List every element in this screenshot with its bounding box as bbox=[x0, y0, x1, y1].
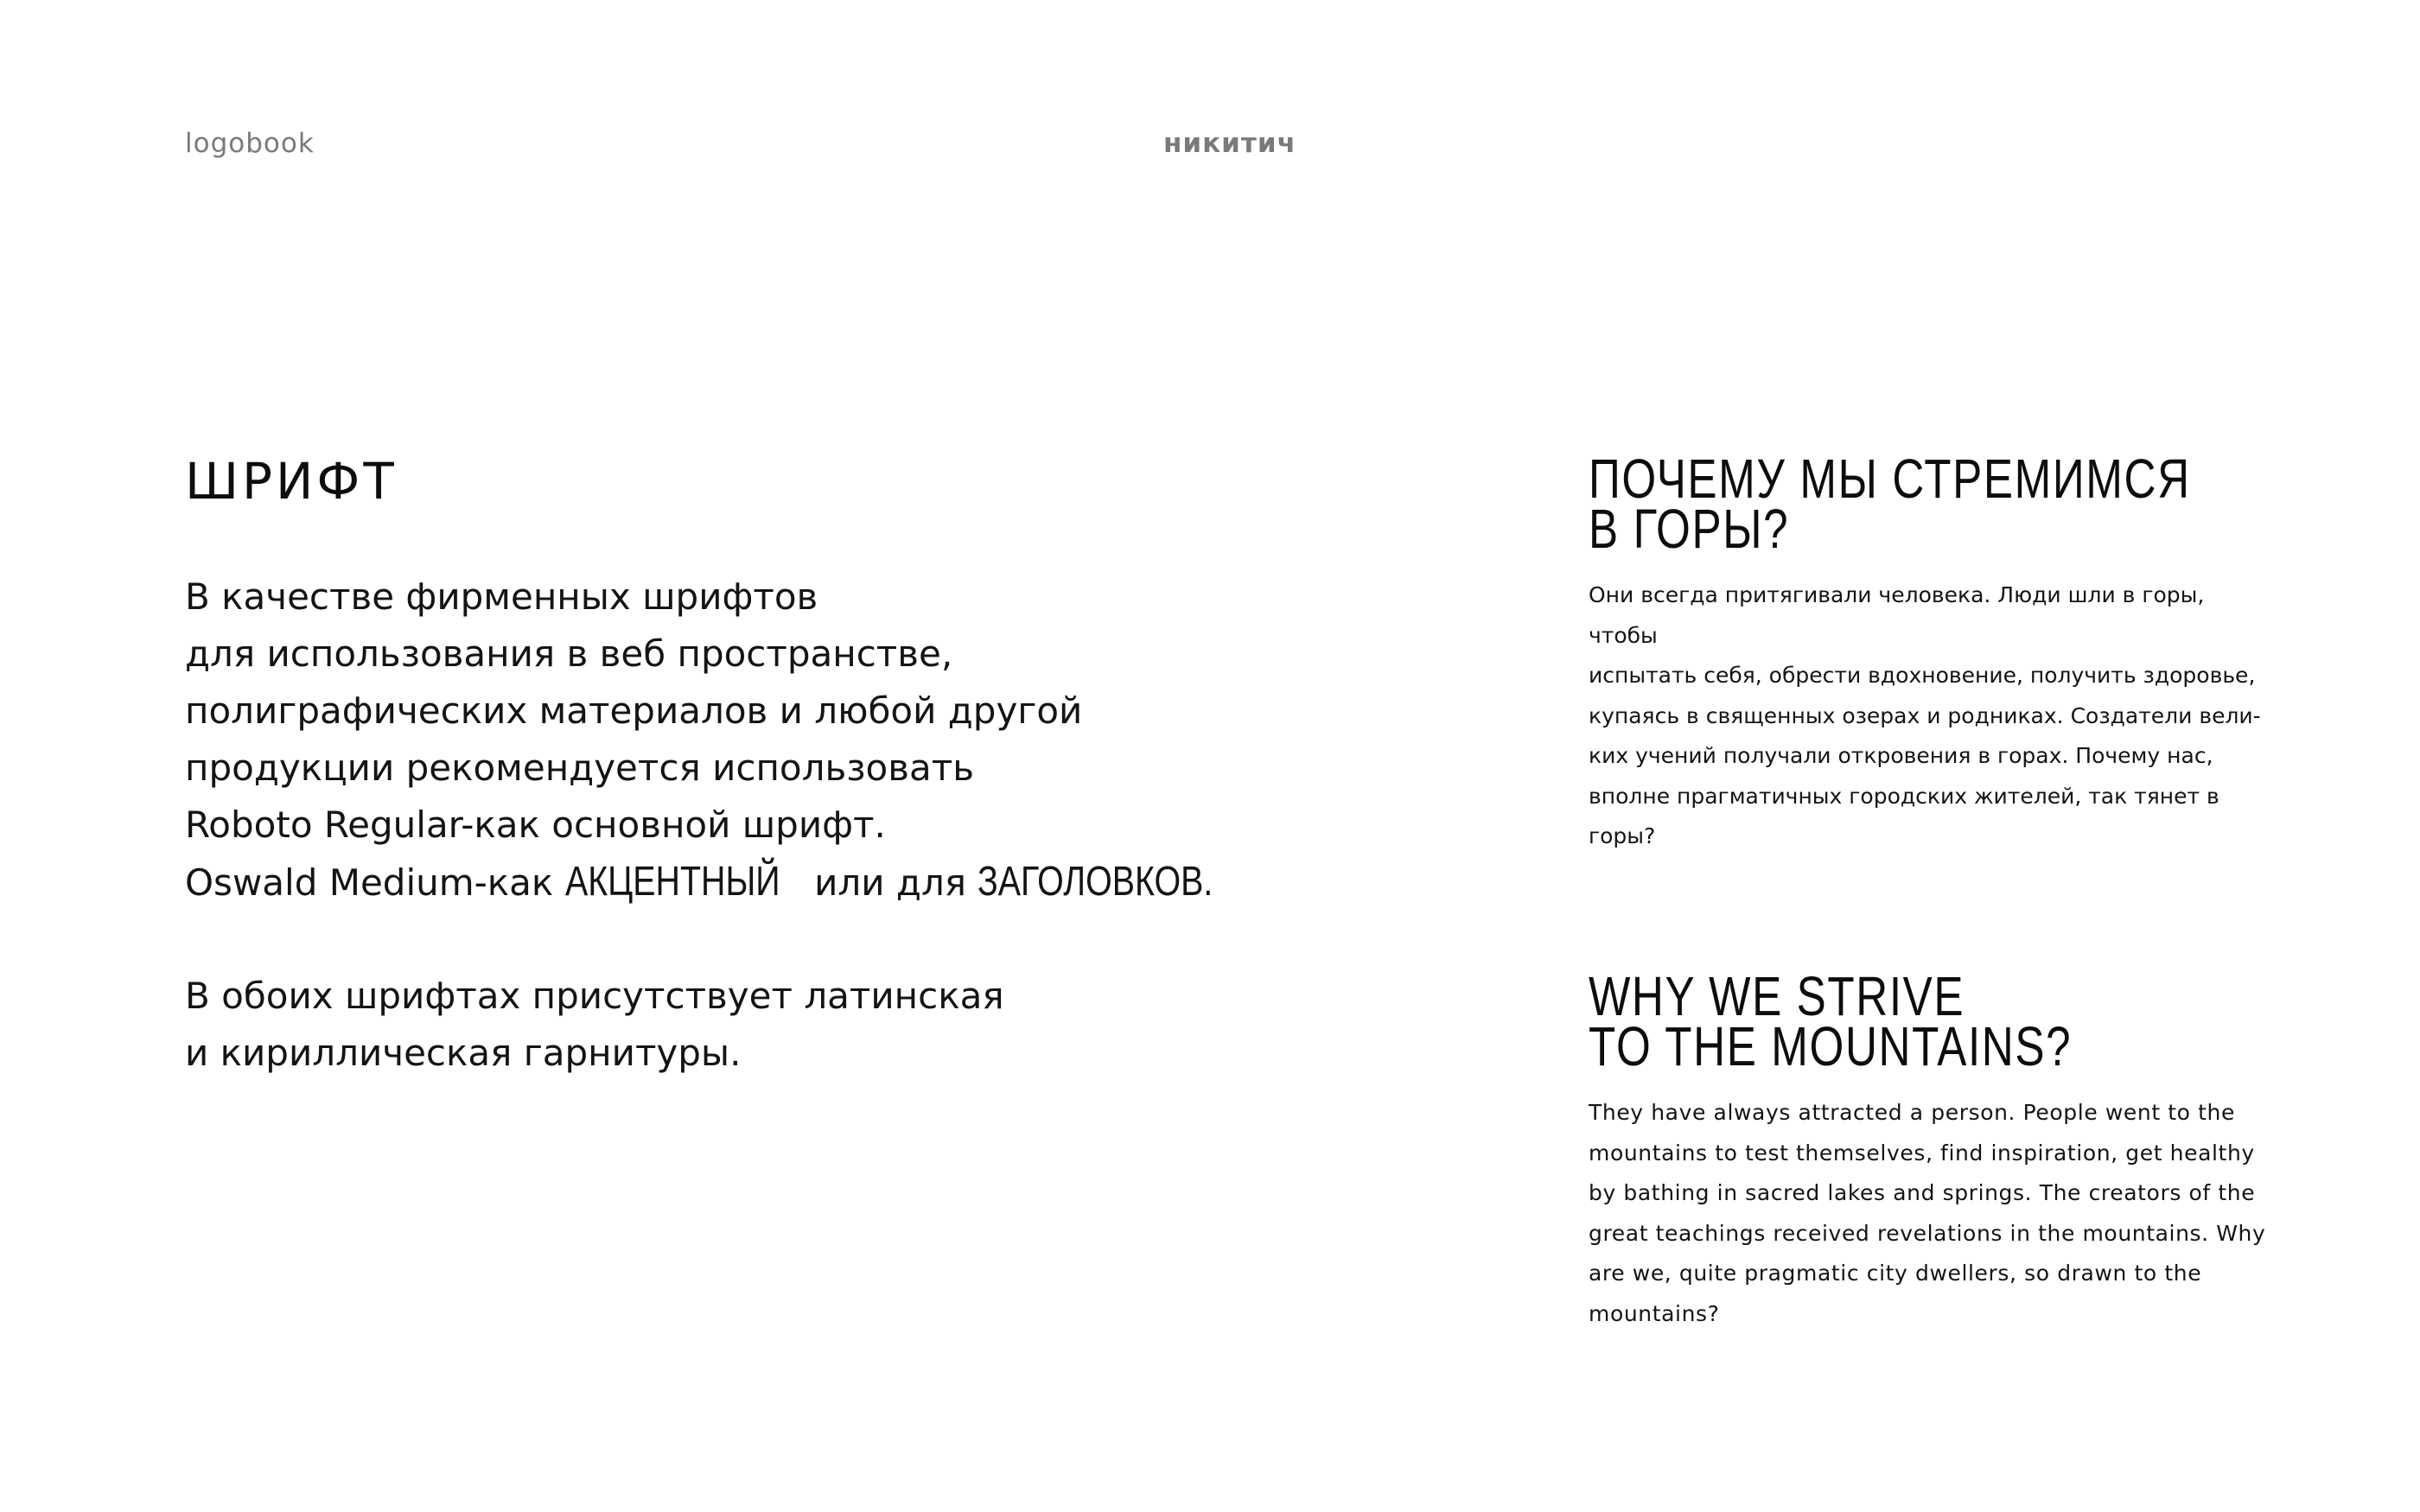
sample-text-line: испытать себя, обрести вдохновение, получить здоровье, bbox=[1589, 663, 2256, 688]
font-description-paragraph bbox=[185, 569, 1233, 912]
sample-text-line: mountains to test themselves, find inspiration, get healthy bbox=[1589, 1140, 2255, 1166]
sample-text-line: вполне прагматичных городских жителей, так тянет в горы? bbox=[1589, 783, 2219, 848]
sample-title-line: ПОЧЕМУ МЫ СТРЕМИМСЯ bbox=[1589, 448, 2191, 510]
paragraph-line: Roboto Regular-как основной шрифт. bbox=[185, 804, 886, 846]
paragraph-line: В обоих шрифтах присутствует латинская bbox=[185, 975, 1004, 1017]
sample-text-line: Они всегда притягивали человека. Люди шли в горы, чтобы bbox=[1589, 582, 2205, 648]
sample-title-line: В ГОРЫ? bbox=[1589, 498, 1790, 560]
accent-line-start: Oswald Medium-как bbox=[185, 861, 565, 904]
section-title: ШРИФТ bbox=[185, 452, 398, 511]
paragraph-line: для использования в веб пространстве, bbox=[185, 632, 953, 675]
sample-title-russian bbox=[1589, 448, 2191, 560]
sample-text-line: mountains? bbox=[1589, 1300, 1720, 1326]
sample-text-line: купаясь в священных озерах и родниках. Создатели вели- bbox=[1589, 702, 2261, 728]
sample-text-line: ких учений получали откровения в горах. Почему нас, bbox=[1589, 743, 2213, 768]
sample-title-line: WHY WE STRIVE bbox=[1589, 965, 1965, 1027]
paragraph-line: продукции рекомендуется использовать bbox=[185, 746, 974, 789]
sample-text-russian bbox=[1589, 575, 2280, 857]
paragraph-line-accent bbox=[185, 854, 1233, 912]
paragraph-line: В качестве фирменных шрифтов bbox=[185, 575, 818, 618]
accent-word: АКЦЕНТНЫЙ bbox=[564, 859, 780, 905]
paragraph-line: и кириллическая гарнитуры. bbox=[185, 1032, 742, 1074]
accent-line-middle: или для bbox=[802, 861, 978, 904]
sample-text-line: are we, quite pragmatic city dwellers, so drawn to the bbox=[1589, 1261, 2202, 1286]
sample-title-english bbox=[1589, 965, 2073, 1077]
charset-paragraph bbox=[185, 968, 1004, 1082]
sample-text-line: They have always attracted a person. People went to the bbox=[1589, 1100, 2235, 1125]
sample-text-line: by bathing in sacred lakes and springs. The creators of the bbox=[1589, 1180, 2256, 1205]
paragraph-line: полиграфических материалов и любой другой bbox=[185, 689, 1083, 732]
sample-text-line: great teachings received revelations in the mountains. Why bbox=[1589, 1220, 2266, 1246]
headings-word: ЗАГОЛОВКОВ. bbox=[978, 859, 1213, 905]
sample-text-english bbox=[1589, 1093, 2280, 1334]
brand-logobook-label: logobook bbox=[185, 128, 315, 159]
brand-nikitich-label: никитич bbox=[1163, 128, 1296, 159]
sample-title-line: TO THE MOUNTAINS? bbox=[1589, 1015, 2073, 1077]
